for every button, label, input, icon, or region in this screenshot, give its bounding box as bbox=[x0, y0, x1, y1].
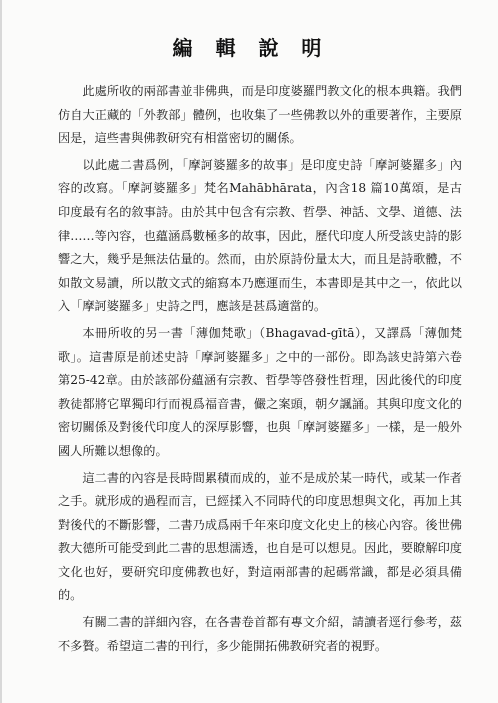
paragraph: 此處所收的兩部書並非佛典，而是印度婆羅門教文化的根本典籍。我們仿自大正藏的「外教部」體例，也收集了一些佛教以外的重要著作，主要原因是，這些書與佛教研究有相當密切的關係。 bbox=[58, 84, 462, 146]
paragraph: 本冊所收的另一書「薄伽梵歌」（Bhagavad-gītā），又譯爲「薄伽梵歌」。這書原是前述史詩「摩訶婆羅多」之中的一部份。即為該史詩第六卷第25-42章。由於該部份蘊涵有宗教、哲學等啓發性哲理，因此後代的印度教徒都將它單獨印行而視爲福音書，儼之案頭，朝夕諷誦。其與印度文化的密切關係及對後代印度人的深厚影響，也與「摩訶婆羅多」一樣，是一般外國人所難以想像的。 bbox=[58, 325, 462, 458]
page-title: 編 輯 說 明 bbox=[172, 36, 330, 60]
body-text bbox=[58, 80, 462, 661]
paragraph: 有關二書的詳細內容，在各書卷首都有專文介紹，請讀者逕行參考，茲不多贅。希望這二書的刊行，多少能開拓佛教研究者的視野。 bbox=[58, 615, 462, 653]
paragraph: 這二書的內容是長時間累積而成的，並不是成於某一時代，或某一作者之手。就形成的過程而言，已經揉入不同時代的印度思想與文化，再加上其對後代的不斷影響，二書乃成爲兩千年來印度文化史上的核心內容。後世佛教大德所可能受到此二書的思想濡透，也自是可以想見。因此，要瞭解印度文化也好，要研究印度佛教也好，對這兩部書的起碼常識，都是必須具備的。 bbox=[58, 470, 462, 603]
paragraph: 以此處二書爲例，「摩訶婆羅多的故事」是印度史詩「摩訶婆羅多」內容的改寫。「摩訶婆羅多」梵名Mahābhārata，內含18 篇10萬頌，是古印度最有名的敘事詩。由於其中包含有宗教、哲學、神話、文學、道德、法律……等內容，也蘊涵爲數極多的故事，因此，歷代印度人所受該史詩的影響之大，幾乎是無法估量的。然而，由於原詩份量太大，而且是詩歌體，不如散文易讀，所以散文式的縮寫本乃應運而生，本書即是其中之一，依此以入「摩訶婆羅多」史詩之門，應該是甚爲適當的。 bbox=[58, 157, 462, 314]
